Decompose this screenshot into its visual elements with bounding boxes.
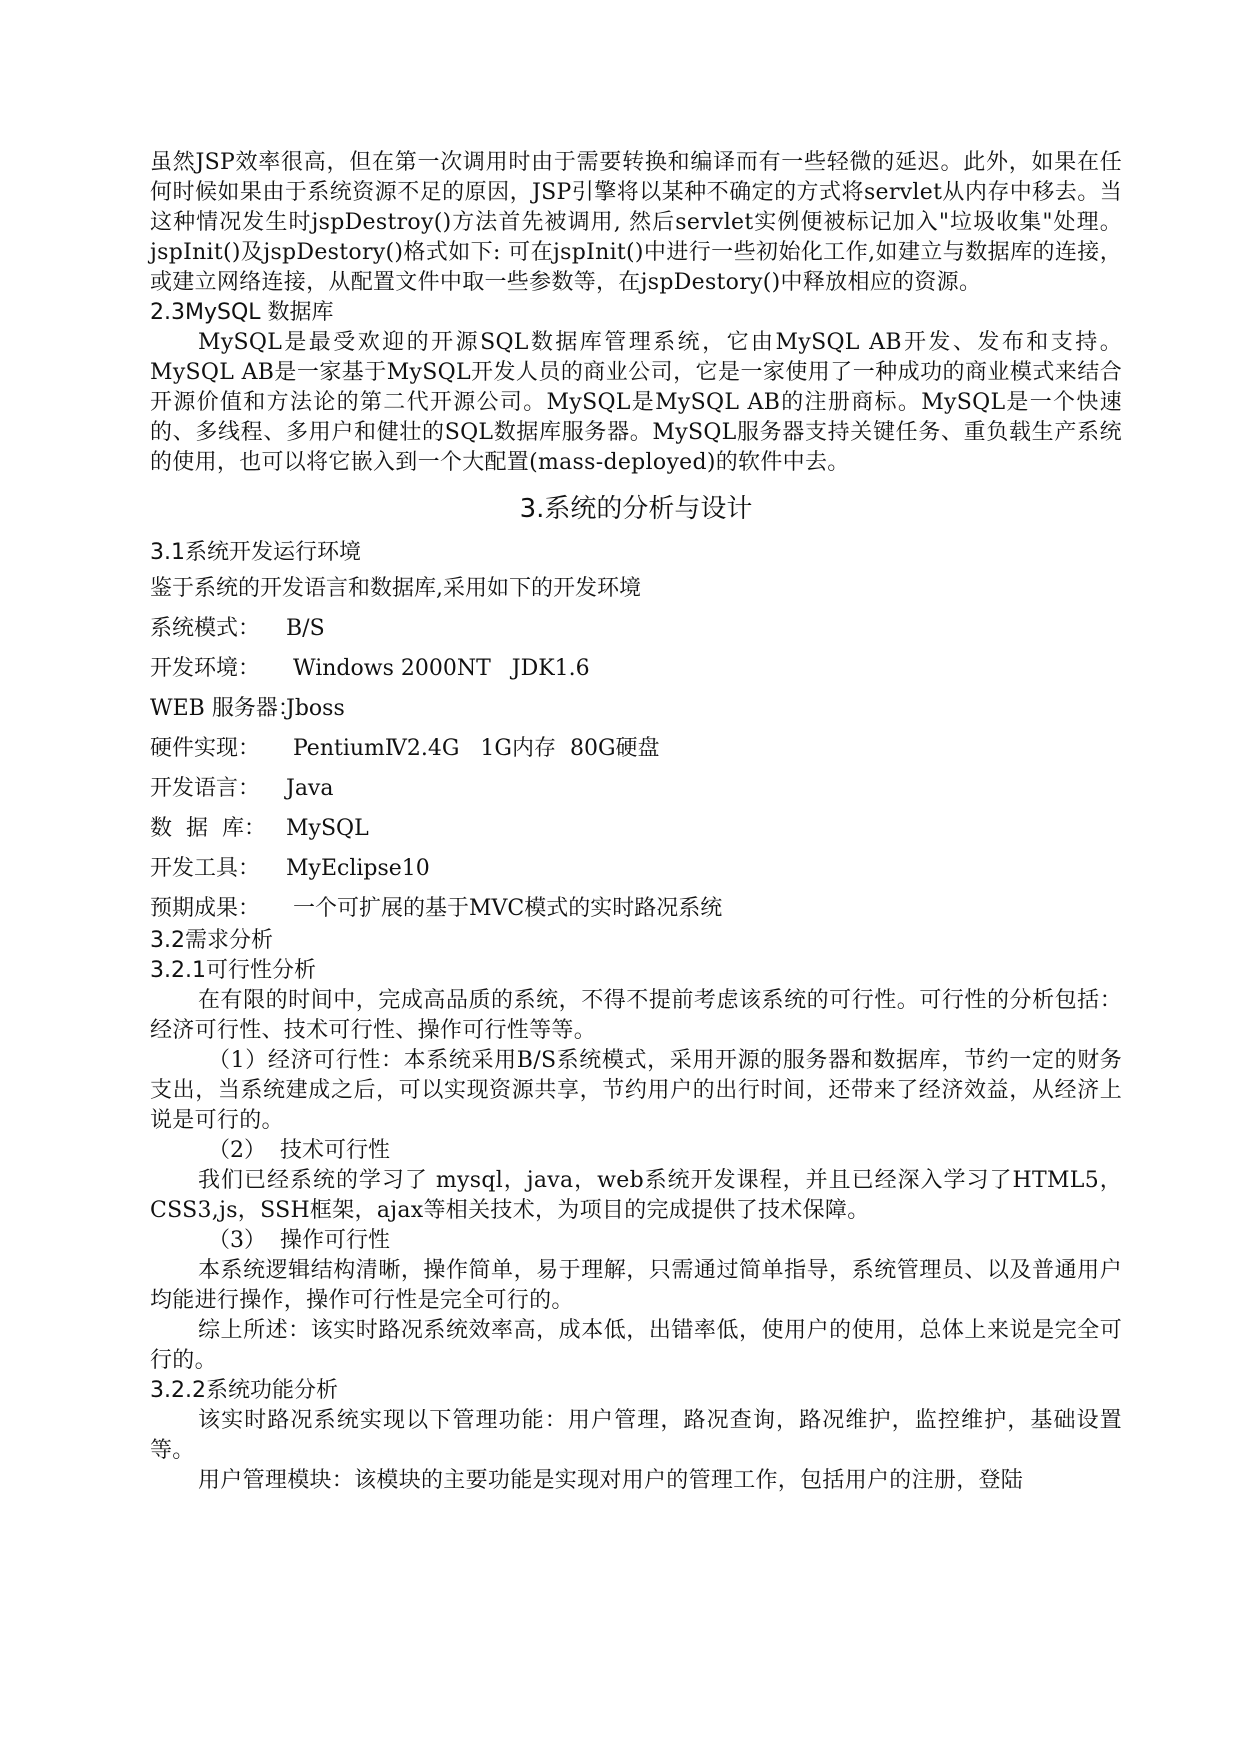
environment-value: Windows 2000NT JDK1.6: [286, 656, 590, 681]
environment-value: Java: [286, 776, 334, 801]
environment-value: B/S: [286, 616, 325, 641]
environment-label: 数 据 库：: [150, 816, 266, 841]
section-3-2-1-heading: 3.2.1可行性分析: [150, 958, 316, 983]
environment-value: Jboss: [286, 696, 345, 721]
environment-row: [150, 774, 1122, 804]
environment-value: 一个可扩展的基于MVC模式的实时路况系统: [286, 896, 723, 921]
environment-row: [150, 694, 1122, 724]
section-3-1-heading: 3.1系统开发运行环境: [150, 540, 361, 565]
environment-label: 开发环境：: [150, 656, 261, 681]
technical-feasibility-title: （2） 技术可行性: [208, 1138, 390, 1163]
environment-row: [150, 614, 1122, 644]
environment-row: [150, 894, 1122, 924]
operational-feasibility-title: （3） 操作可行性: [208, 1228, 390, 1253]
feasibility-paragraph: 在有限的时间中，完成高品质的系统，不得不提前考虑该系统的可行性。可行性的分析包括：经济可行性、技术可行性、操作可行性等等。: [150, 988, 1122, 1043]
section-2-3-body: MySQL是最受欢迎的开源SQL数据库管理系统，它由MySQL AB开发、发布和支持。MySQL AB是一家基于MySQL开发人员的商业公司，它是一家使用了一种成功的商业模式来结合开源价值和方法论的第二代开源公司。MySQL是MySQL AB的注册商标。MySQL是一个快速的、多线程、多用户和健壮的SQL数据库服务器。MySQL服务器支持关键任务、重负载生产系统的使用，也可以将它嵌入到一个大配置(mass-deployed)的软件中去。: [150, 330, 1122, 475]
environment-label: 硬件实现：: [150, 736, 261, 761]
economic-feasibility-paragraph: （1）经济可行性：本系统采用B/S系统模式，采用开源的服务器和数据库，节约一定的财务支出，当系统建成之后，可以实现资源共享，节约用户的出行时间，还带来了经济效益，从经济上说是可行的。: [150, 1048, 1122, 1133]
document-page: [150, 148, 1122, 1496]
environment-label: 开发语言：: [150, 776, 261, 801]
environment-value: MyEclipse10: [286, 856, 430, 881]
environment-value: PentiumⅣ2.4G 1G内存 80G硬盘: [286, 736, 660, 761]
environment-label: 开发工具：: [150, 856, 261, 881]
section-3-2-heading: 3.2需求分析: [150, 928, 273, 953]
section-3-2-2-heading: 3.2.2系统功能分析: [150, 1378, 338, 1403]
environment-value: MySQL: [286, 816, 369, 841]
environment-intro: 鉴于系统的开发语言和数据库,采用如下的开发环境: [150, 576, 641, 601]
technical-feasibility-paragraph: 我们已经系统的学习了 mysql，java，web系统开发课程，并且已经深入学习了HTML5，CSS3,js，SSH框架，ajax等相关技术，为项目的完成提供了技术保障。: [150, 1168, 1122, 1223]
chapter-3-title: 3.系统的分析与设计: [519, 494, 753, 524]
operational-feasibility-paragraph: 本系统逻辑结构清晰，操作简单，易于理解，只需通过简单指导，系统管理员、以及普通用户均能进行操作，操作可行性是完全可行的。: [150, 1258, 1122, 1313]
function-analysis-paragraph: 该实时路况系统实现以下管理功能：用户管理，路况查询，路况维护，监控维护，基础设置等。: [150, 1408, 1122, 1463]
section-2-3-heading: 2.3MySQL 数据库: [150, 300, 334, 325]
environment-row: [150, 814, 1122, 844]
environment-row: [150, 854, 1122, 884]
environment-list: [150, 614, 1122, 924]
feasibility-summary: 综上所述：该实时路况系统效率高，成本低，出错率低，使用户的使用，总体上来说是完全可行的。: [150, 1318, 1122, 1373]
environment-label: 预期成果：: [150, 896, 261, 921]
environment-row: [150, 654, 1122, 684]
environment-label: 系统模式：: [150, 616, 261, 641]
environment-label: WEB 服务器：: [150, 696, 300, 721]
user-management-paragraph: 用户管理模块：该模块的主要功能是实现对用户的管理工作，包括用户的注册，登陆: [198, 1468, 1024, 1493]
environment-row: [150, 734, 1122, 764]
intro-paragraph: 虽然JSP效率很高，但在第一次调用时由于需要转换和编译而有一些轻微的延迟。此外，如果在任何时候如果由于系统资源不足的原因，JSP引擎将以某种不确定的方式将servlet从内存中移去。当这种情况发生时jspDestroy()方法首先被调用, 然后servlet实例便被标记加入"垃圾收集"处理。 jspInit()及jspDestory()格式如下: 可在jspInit()中进行一些初始化工作,如建立与数据库的连接，或建立网络连接，从配置文件中取一些参数等，在jspDestory()中释放相应的资源。: [150, 150, 1122, 295]
